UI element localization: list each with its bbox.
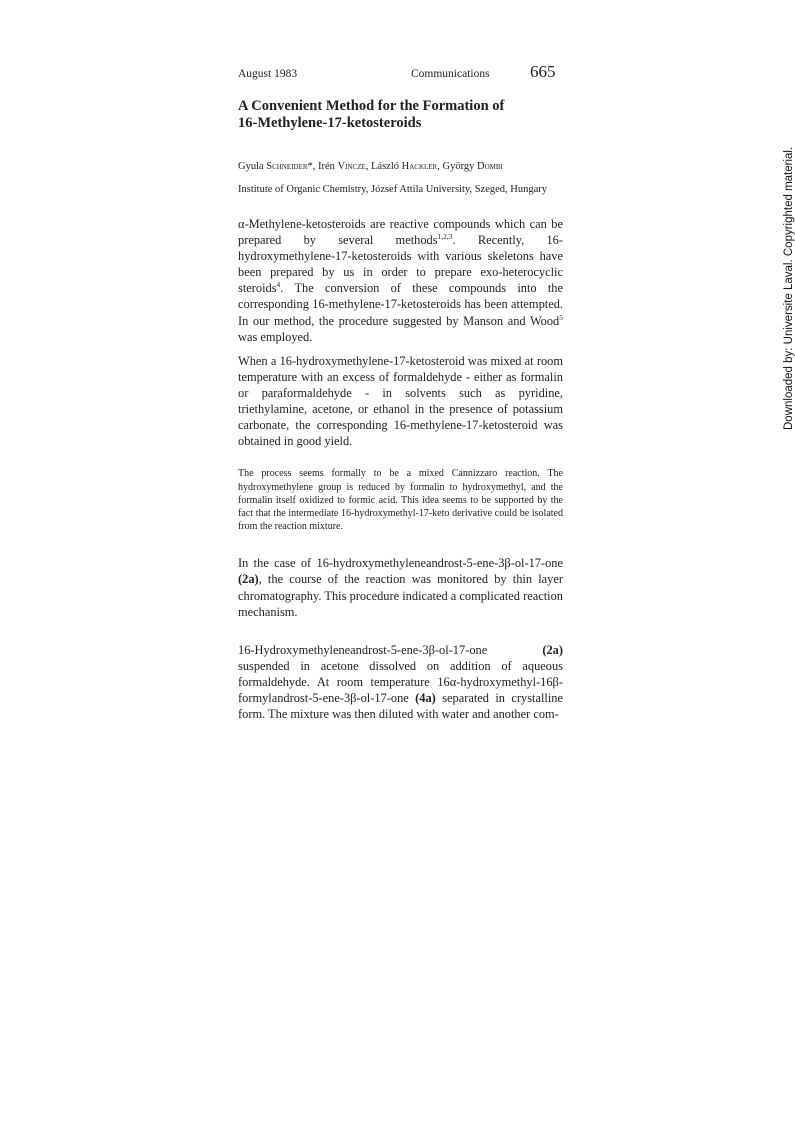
- article-page: [238, 62, 563, 722]
- compound-label: (2a): [238, 572, 259, 587]
- text-run: In the case of 16-hydroxymethyleneandrost-5-ene-3β-ol-17-one: [238, 556, 563, 571]
- mechanism-note: The process seems formally to be a mixed Cannizzaro reaction. The hydroxymethylene group is reduced by formalin to hydroxymethyl, and the formalin itself oxidized to formic acid. This idea seems to be supported by the fact that the intermediate 16-hydroxymethyl-17-keto derivative could be isolated from the reaction mixture.: [238, 468, 563, 533]
- compound-label: (4a): [415, 690, 436, 705]
- section-name: Communications: [411, 68, 490, 80]
- reference-marker: 1,2,3: [437, 231, 453, 241]
- text-run: suspended in acetone dissolved on addition of aqueous formaldehyde. At room temperature 16α-hydroxymethyl-16β-formylandrost-5-ene-3β-ol-17-one: [238, 658, 563, 705]
- article-title: [238, 98, 563, 132]
- affiliation: Institute of Organic Chemistry, József Attila University, Szeged, Hungary: [238, 184, 548, 195]
- author-4-given: György: [442, 161, 475, 172]
- paragraph-case-2a: [238, 555, 563, 619]
- paragraph-method: When a 16-hydroxymethylene-17-ketosteroid was mixed at room temperature with an excess of formaldehyde - either as formalin or paraformaldehyde - in solvents such as pyridine, triethylamine, acetone, or ethanol in the presence of potassium carbonate, the corresponding 16-methylene-17-ketosteroid was obtained in good yield.: [238, 353, 563, 449]
- author-2-given: Irén: [318, 161, 335, 172]
- author-1-family: Schneider: [266, 161, 308, 172]
- paragraph-intro: [238, 216, 563, 345]
- author-4-family: Dombi: [477, 161, 503, 172]
- text-run: was employed.: [238, 329, 313, 344]
- page-number: 665: [530, 62, 556, 81]
- title-line-1: A Convenient Method for the Formation of: [238, 98, 505, 114]
- author-list: [238, 160, 563, 174]
- text-run: 16-Hydroxymethyleneandrost-5-ene-3β-ol-17-one: [238, 642, 543, 657]
- text-run: . The conversion of these compounds into the corresponding 16-methylene-17-ketosteroids has been attempted. In our method, the procedure suggested by Manson and Wood: [238, 281, 563, 328]
- author-1-given: Gyula: [238, 161, 264, 172]
- running-header: [238, 62, 563, 84]
- text-run: , the course of the reaction was monitored by thin layer chromatography. This procedure indicated a complicated reaction mechanism.: [238, 572, 563, 619]
- author-separator: ,: [437, 161, 443, 172]
- paragraph-procedure: [238, 642, 563, 722]
- reference-marker: 5: [559, 312, 563, 322]
- issue-date: August 1983: [238, 68, 298, 80]
- author-separator: ,: [365, 161, 372, 172]
- author-separator: ,: [312, 161, 319, 172]
- text-run: α-Methylene-ketosteroids are reactive compounds which can be prepared by several methods: [238, 217, 563, 248]
- corresponding-mark: *: [307, 161, 313, 172]
- author-3-given: László: [371, 161, 400, 172]
- text-run: separated in crystalline form. The mixture was then diluted with water and another com-: [238, 690, 563, 722]
- text-run: . Recently, 16-hydroxymethylene-17-ketosteroids with various skeletons have been prepared by us in order to prepare exo-heterocyclic steroids: [238, 233, 563, 296]
- author-2-family: Vincze: [337, 161, 366, 172]
- download-watermark: [783, 147, 795, 430]
- reference-marker: 4: [276, 280, 281, 290]
- watermark-line-1: Downloaded by: Universite Laval. Copyrighted material.: [783, 146, 795, 430]
- author-3-family: Hackler: [401, 161, 438, 172]
- title-line-2: 16-Methylene-17-ketosteroids: [238, 115, 422, 131]
- compound-label: (2a): [542, 642, 563, 657]
